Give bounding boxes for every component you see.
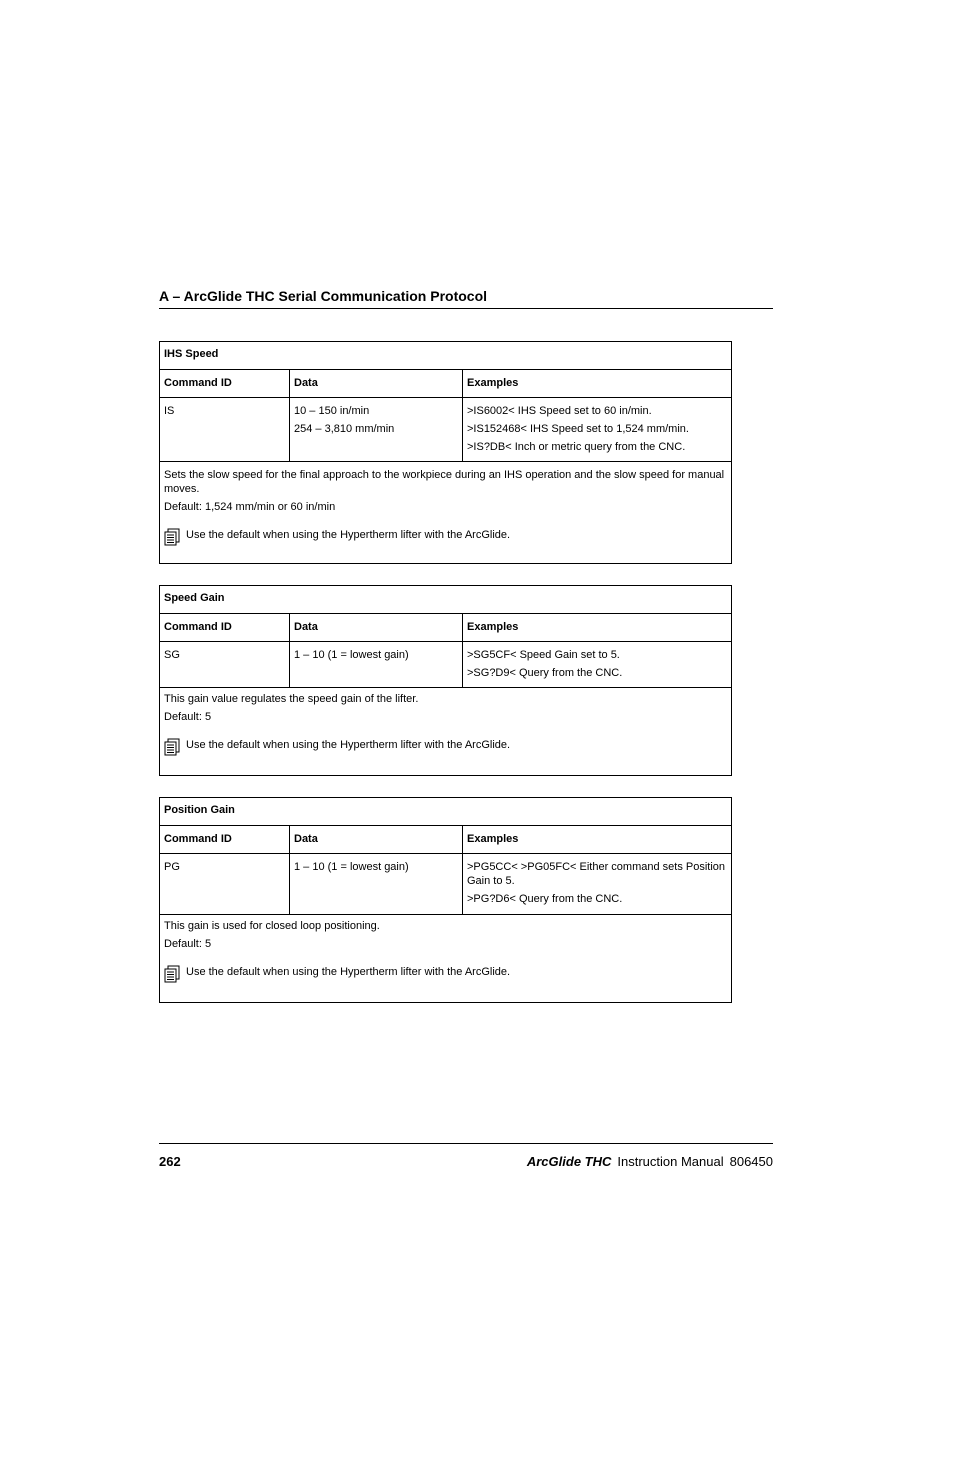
example-line: >PG?D6< Query from the CNC. [467,893,623,905]
header-data: Data [290,370,463,397]
data-line: 1 – 10 (1 = lowest gain) [294,649,409,661]
example-values [463,642,731,687]
example-values [463,854,731,914]
header-examples: Examples [467,833,519,845]
table-header-row [160,825,731,853]
example-line: >IS6002< IHS Speed set to 60 in/min. [467,405,652,417]
header-data: Data [290,826,463,853]
note [164,738,727,756]
table-title: IHS Speed [164,348,219,360]
product-name: ArcGlide THC [526,1154,612,1169]
command-id-value: IS [160,398,290,461]
note-icon [164,528,180,546]
ihs-speed-table [159,341,732,564]
table-title-row [160,798,731,825]
table-title: Speed Gain [164,592,225,604]
manual-label: Instruction Manual [617,1154,724,1169]
table-data-row [160,397,731,461]
section-title: A – ArcGlide THC Serial Communication Protocol [159,288,488,304]
example-line: >IS152468< IHS Speed set to 1,524 mm/min. [467,423,689,435]
note-text: Use the default when using the Hypertherm lifter with the ArcGlide. [186,739,511,751]
example-line: >IS?DB< Inch or metric query from the CNC. [467,441,686,453]
description-cell [160,462,731,563]
description-cell [160,688,731,775]
table-title-row [160,586,731,613]
section-header [159,288,773,309]
table-data-row [160,853,731,914]
header-command-id: Command ID [160,826,290,853]
command-id-value: PG [160,854,290,914]
note-text: Use the default when using the Hypertherm lifter with the ArcGlide. [186,966,511,978]
table-description-row [160,687,731,775]
page-footer [159,1143,773,1169]
header-data: Data [290,614,463,641]
table-header-row [160,613,731,641]
default-text: Default: 5 [164,938,212,950]
default-text: Default: 5 [164,711,212,723]
doc-number: 806450 [729,1154,773,1169]
table-data-row [160,641,731,687]
note [164,528,727,546]
header-examples: Examples [467,621,519,633]
data-line: 10 – 150 in/min [294,405,370,417]
table-title: Position Gain [164,804,235,816]
description-cell [160,915,731,1002]
example-line: >SG?D9< Query from the CNC. [467,667,623,679]
data-values [290,642,463,687]
description-text: This gain is used for closed loop positioning. [164,920,380,932]
description-text: This gain value regulates the speed gain of the lifter. [164,693,419,705]
note-icon [164,965,180,983]
table-description-row [160,461,731,563]
example-line: >PG5CC< >PG05FC< Either command sets Position Gain to 5. [467,861,726,887]
data-values [290,854,463,914]
header-examples: Examples [467,377,519,389]
description-text: Sets the slow speed for the final approach to the workpiece during an IHS operation and the slow speed for manual moves. [164,469,725,495]
command-id-value: SG [160,642,290,687]
default-text: Default: 1,524 mm/min or 60 in/min [164,501,336,513]
header-command-id: Command ID [160,614,290,641]
data-line: 1 – 10 (1 = lowest gain) [294,861,409,873]
note [164,965,727,983]
data-values [290,398,463,461]
table-description-row [160,914,731,1002]
header-command-id: Command ID [160,370,290,397]
footer-doc-info [527,1154,773,1169]
note-icon [164,738,180,756]
page-number: 262 [159,1154,181,1169]
example-values [463,398,731,461]
example-line: >SG5CF< Speed Gain set to 5. [467,649,620,661]
data-line: 254 – 3,810 mm/min [294,423,395,435]
note-text: Use the default when using the Hypertherm lifter with the ArcGlide. [186,529,511,541]
position-gain-table [159,797,732,1003]
table-title-row [160,342,731,369]
speed-gain-table [159,585,732,776]
table-header-row [160,369,731,397]
